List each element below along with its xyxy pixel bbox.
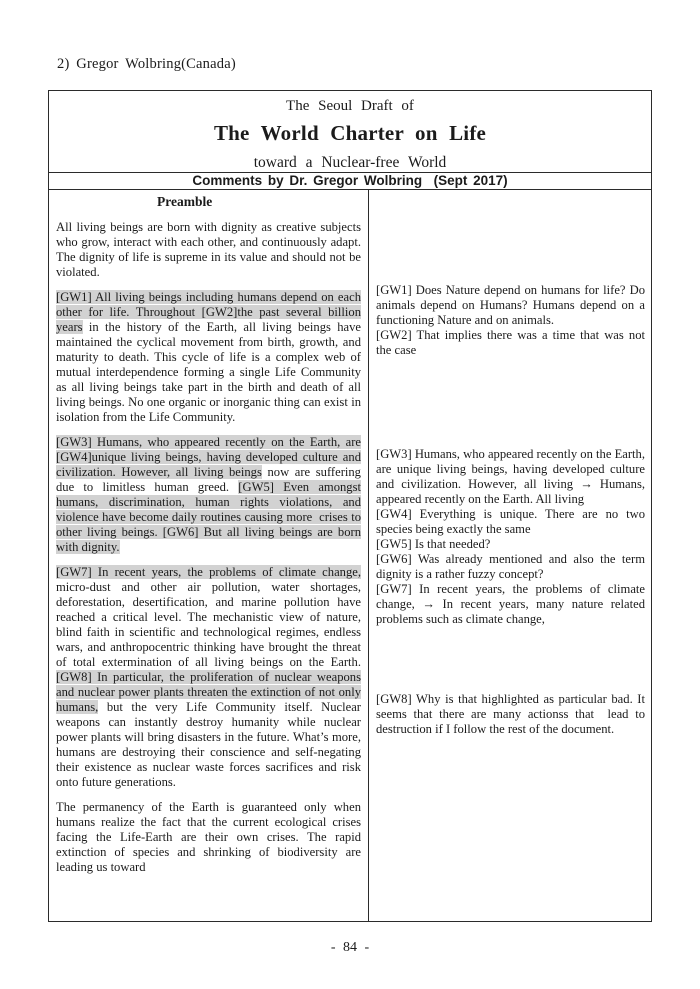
highlighted-text: [GW5] Even amongst humans, discrimination, human rights violations, and violence have become daily routines causing more crises to other living beings. [GW6] But all living beings are born with dignity. <box>56 480 362 554</box>
header-subtitle: toward a Nuclear-free World <box>253 154 447 171</box>
preamble-paragraph <box>56 435 361 555</box>
preamble-paragraphs <box>56 220 361 875</box>
author-line: 2) Gregor Wolbring(Canada) <box>57 56 236 72</box>
highlighted-text: [GW7] In recent years, the problems of climate change, <box>56 565 361 579</box>
body-text: All living beings are born with dignity as creative subjects who grow, interact with each other, and continuously adapt. The dignity of life is supreme in its value and should not be violated. <box>56 220 361 279</box>
comment-paragraph: [GW8] Why is that highlighted as particular bad. It seems that there are many actionss that lead to destruction if I follow the rest of the document. <box>376 692 645 736</box>
document-title: The World Charter on Life <box>213 121 487 145</box>
preamble-paragraph <box>56 565 361 790</box>
comment-block-gw8 <box>376 692 645 737</box>
comment-paragraph: [GW4] Everything is unique. There are no two species being exactly the same <box>376 507 645 536</box>
comments-banner: Comments by Dr. Gregor Wolbring (Sept 2017) <box>49 172 651 190</box>
body-text: now are suffering due to limitless human greed. <box>56 465 361 494</box>
body-text: in the history of the Earth, all living beings have maintained the cyclical movement from birth, growth, and maturity to death. This cycle of life is a complex web of mutual interdependence forming a single Life Community as all living beings take part in the birth and death of all living beings. No one organic or inorganic thing can exist in isolation from the Life Community. <box>56 320 361 424</box>
comment-paragraph: [GW5] Is that needed? <box>376 537 491 551</box>
comment-paragraph: [GW2] That implies there was a time that was not the case <box>376 328 645 357</box>
body-text: The permanency of the Earth is guaranteed only when humans realize the fact that the current ecological crises facing the Life-Earth are their own crises. The rapid extinction of species and shrinking of biodiversity are leading us toward <box>56 800 361 874</box>
page-number: - 84 - <box>330 940 370 955</box>
comment-paragraph: [GW1] Does Nature depend on humans for life? Do animals depend on Humans? Humans depend on a functioning Nature and on animals. <box>376 283 645 327</box>
comment-block-gw1-gw2 <box>376 283 645 358</box>
preamble-paragraph <box>56 220 361 280</box>
comment-block-gw3-gw7 <box>376 447 645 627</box>
preamble-column <box>49 190 369 921</box>
table-body <box>49 190 651 921</box>
comment-paragraph: [GW7] In recent years, the problems of climate change, → In recent years, many nature related problems such as climate change, <box>376 582 645 626</box>
body-text: micro-dust and other air pollution, water shortages, deforestation, desertification, and marine pollution have reached a critical level. The mechanistic view of nature, blind faith in scientific and technological regimes, endless wars, and anthropocentric thinking have brought the threat of total extermination of all living beings on the Earth. <box>56 580 361 669</box>
comments-column <box>369 190 651 921</box>
header-line1: The Seoul Draft of <box>286 98 414 114</box>
comment-paragraph: [GW3] Humans, who appeared recently on the Earth, are unique living beings, having developed culture and civilization. However, all living → Humans, appeared recently on the Earth. All living <box>376 447 645 506</box>
comment-paragraph: [GW6] Was already mentioned and also the term dignity is a rather fuzzy concept? <box>376 552 645 581</box>
body-text: but the very Life Community itself. Nuclear weapons can instantly destroy humanity while nuclear power plants will bring disasters in the future. What’s more, humans are destroying their conscience and self-negating their existence as nuclear waste forces sacrifices and risk onto future generations. <box>56 700 361 789</box>
highlighted-text: [GW8] In particular, the proliferation of nuclear weapons and nuclear power plants threaten the extinction of not only humans, <box>56 670 361 714</box>
document-header <box>49 91 651 172</box>
document-table <box>48 90 652 922</box>
preamble-paragraph <box>56 800 361 875</box>
highlighted-text: [GW3] Humans, who appeared recently on the Earth, are [GW4]unique living beings, having developed culture and civilization. However, all living beings <box>56 435 361 479</box>
highlighted-text: [GW1] All living beings including humans depend on each other for life. Throughout [GW2]the past several billion years <box>56 290 361 334</box>
preamble-paragraph <box>56 290 361 425</box>
preamble-heading: Preamble <box>157 194 213 209</box>
